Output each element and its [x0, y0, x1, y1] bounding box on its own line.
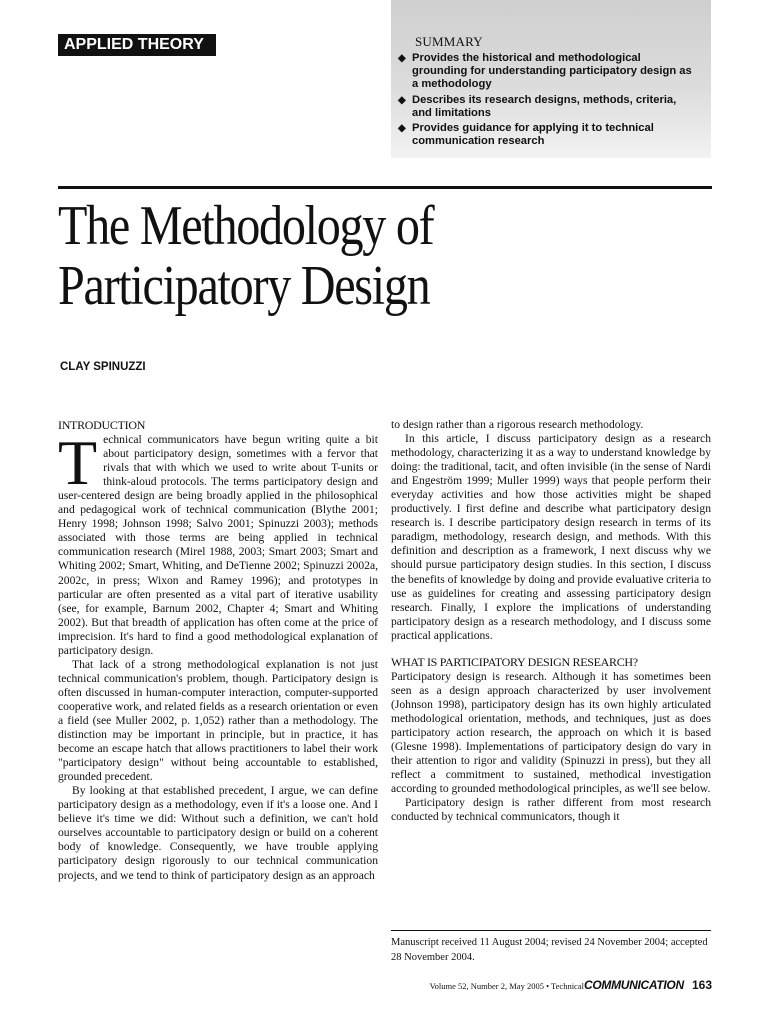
- footer-brand: COMMUNICATION: [583, 978, 684, 992]
- footer-bullet: •: [546, 981, 550, 991]
- diamond-bullet-icon: ◆: [398, 123, 406, 135]
- paragraph: Participatory design is rather different from most research conducted by technical communicators, though it: [391, 796, 711, 824]
- right-column: [391, 418, 711, 824]
- summary-list: [398, 52, 698, 150]
- manuscript-note: Manuscript received 11 August 2004; revised 24 November 2004; accepted 28 November 2004.: [391, 937, 708, 963]
- paragraph: By looking at that established precedent, I argue, we can define participatory design as a methodology, even if it's a loose one. And I believe it's time we did: Without such a definition, we can't hold ourselves accountable to participatory design or build on a coherent body of knowledge. Consequently, we have trouble applying participatory design rigorously to our technical communication projects, and we tend to think of participatory design as an approach: [58, 784, 378, 882]
- paragraph: Participatory design is research. Although it has sometimes been seen as a design approach characterized by user involvement (Johnson 1998), participatory design has its own highly articulated methodological orientation, methods, and techniques, just as does participatory action research, the approach on which it is based (Glesne 1998). Implementations of participatory design do vary in their attention to rigor and validity (Spinuzzi in press), but they all reflect a commitment to sustained, methodical investigation according to grounded methodological principles, as we'll see below.: [391, 669, 711, 796]
- footer-volume: Volume 52, Number 2, May 2005: [429, 981, 544, 991]
- summary-title: SUMMARY: [415, 34, 483, 49]
- article-title: [58, 196, 574, 316]
- summary-item: ◆ Provides guidance for applying it to technical communication research: [398, 122, 654, 148]
- page-number: 163: [691, 978, 712, 992]
- title-line: Participatory Design: [58, 255, 430, 317]
- section-heading: INTRODUCTION: [58, 418, 146, 432]
- paragraph: That lack of a strong methodological explanation is not just technical communication's problem, though. Participatory design is often discussed in human-computer interaction, computer-supported cooperative work, and related fields as a research orientation or even a field (see Muller 2002, p. 1,052) rather than a methodology. The distinction may be important in principle, but in practice, it has become an escape hatch that allows practitioners to label their work "participatory design" without being accountable to established, grounded precedent.: [58, 657, 378, 784]
- author-name: CLAY SPINUZZI: [60, 361, 146, 373]
- title-rule: [58, 186, 712, 189]
- page-footer: [430, 978, 712, 992]
- summary-item: ◆ Provides the historical and methodological grounding for understanding participatory design as a methodology: [398, 52, 692, 91]
- paragraph: to design rather than a rigorous research methodology.: [391, 418, 644, 431]
- paragraph: In this article, I discuss participatory design as a research methodology, characterizing it as a way to understand knowledge by doing: the traditional, tacit, and often invisible (in the sense of Nardi and Engeström 1999; Muller 1999) ways that people perform their everyday activities and how those activities might be shaped productively. I first define and describe what participatory design research is. I describe participatory design research in terms of its paradigm, methodology, research design, and methods. With this definition and description as a framework, I next discuss why we should pursue participatory design studies. In this section, I discuss the benefits of knowledge by doing and provide evaluative criteria to use as guidelines for creating and assessing participatory design research. Finally, I explore the implications of understanding participatory design as a research methodology, and I discuss some practical applications.: [391, 432, 712, 642]
- section-heading: WHAT IS PARTICIPATORY DESIGN RESEARCH?: [391, 654, 638, 669]
- diamond-bullet-icon: ◆: [398, 53, 406, 64]
- diamond-bullet-icon: ◆: [398, 94, 406, 106]
- left-column: [58, 418, 378, 883]
- section-badge: APPLIED THEORY: [58, 34, 216, 56]
- footer-technical: Technical: [551, 981, 584, 991]
- title-line: The Methodology of: [58, 195, 434, 257]
- paragraph: Technical communicators have begun writing quite a bit about participatory design, sometimes with a fervor that rivals that with which we used to write about T-units or think-aloud protocols. The terms participatory design and user-centered design are being broadly applied in the philosophical and pedagogical work of technical communication (Blythe 2001; Henry 1998; Johnson 1998; Salvo 2001; Spinuzzi 2003); methods associated with those terms are being applied in technical communication research (Mirel 1988, 2003; Smart 2003; Smart and Whiting 2002; Smart, Whiting, and DeTienne 2002; Spinuzzi 2002a, 2002c, in press; Wixon and Ramey 1996); and prototypes in particular are often presented as a vital part of iterative usability (see, for example, Barnum 2002, Chapter 4; Smart and Whiting 2002). But that breadth of application has often come at the price of imprecision. It's hard to find a good methodological explanation of participatory design.: [58, 427, 378, 657]
- footnote-rule: [391, 930, 711, 931]
- summary-item: ◆ Describes its research designs, methods, criteria, and limitations: [398, 93, 677, 119]
- drop-cap: T: [58, 427, 98, 499]
